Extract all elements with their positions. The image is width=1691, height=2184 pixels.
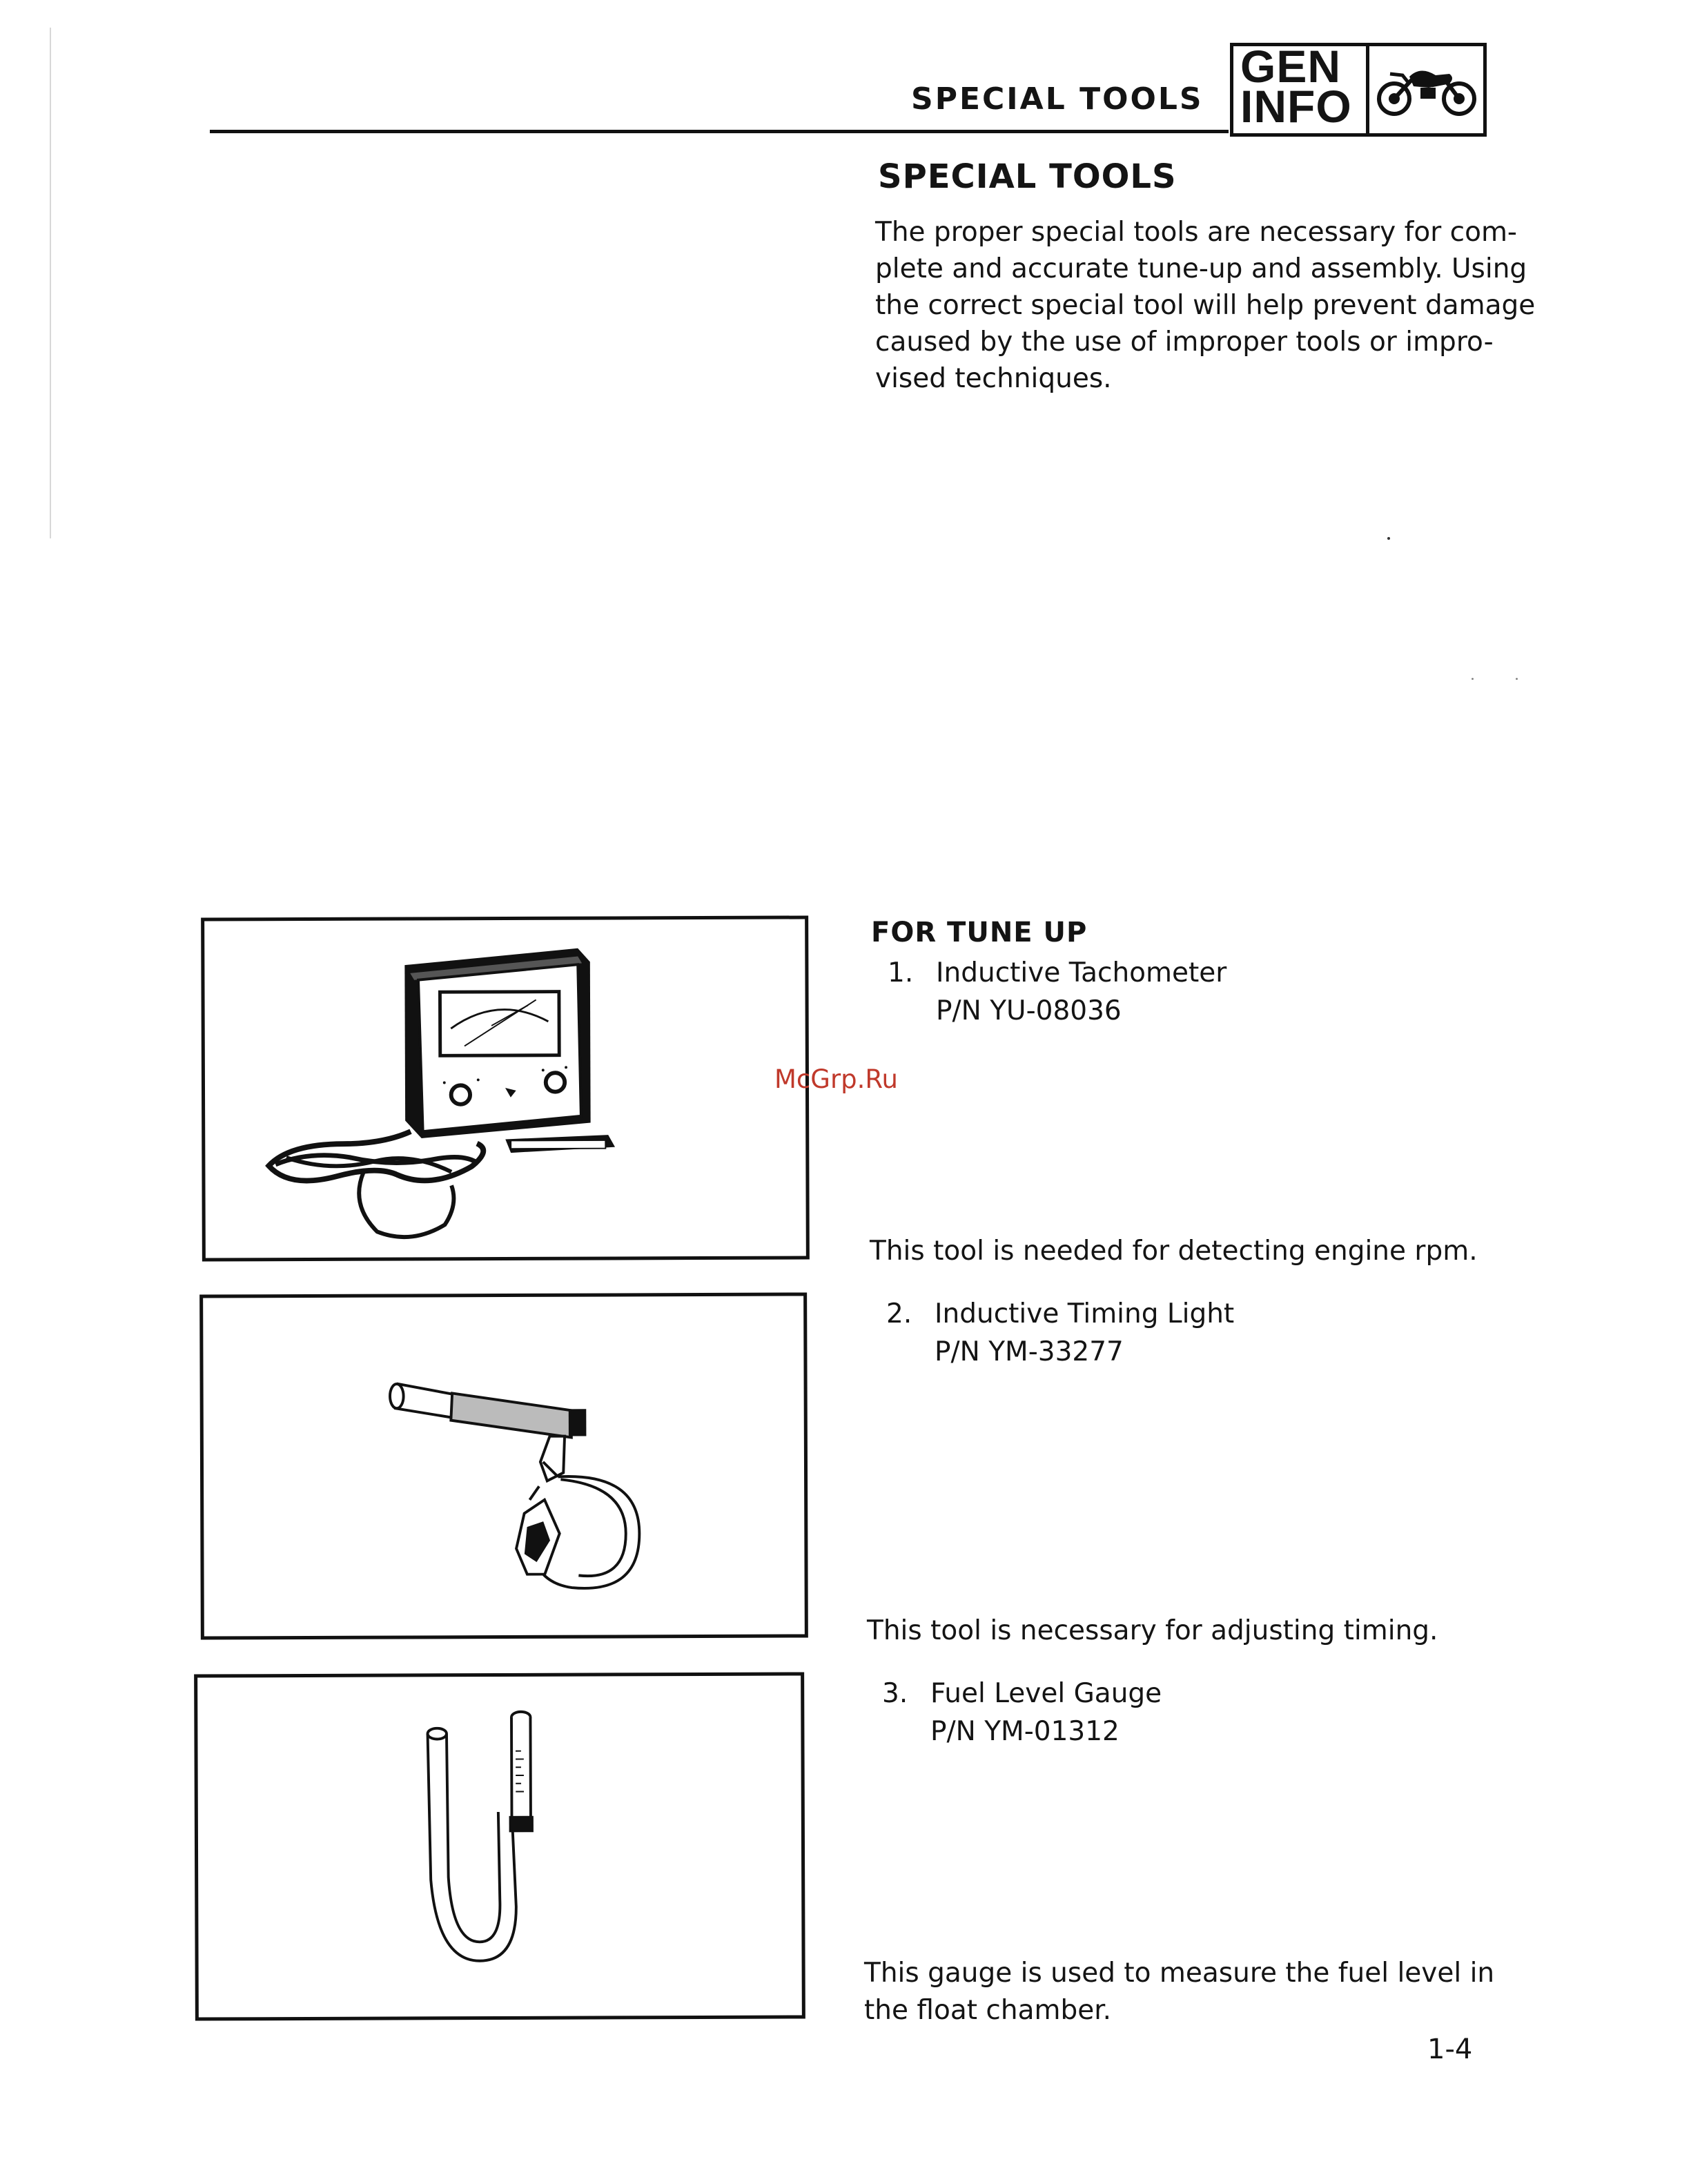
section-title: SPECIAL TOOLS — [878, 157, 1177, 196]
gen-info-badge — [1230, 43, 1487, 137]
tool-part-number: P/N YU-08036 — [936, 995, 1122, 1026]
fuel-gauge-figure — [194, 1672, 805, 2020]
timing-light-figure — [199, 1292, 808, 1639]
intro-line: vised techniques. — [875, 363, 1112, 394]
tool-description-1: This tool is needed for detecting engine rpm. — [870, 1236, 1478, 1267]
badge-line-info: INFO — [1240, 81, 1352, 132]
tool-name: Fuel Level Gauge — [930, 1678, 1162, 1709]
scan-speck — [1472, 678, 1474, 680]
header-title: SPECIAL TOOLS — [911, 81, 1204, 117]
badge-text — [1240, 41, 1363, 133]
tool-description-2: This tool is necessary for adjusting timing. — [867, 1615, 1438, 1646]
tool-part-number: P/N YM-01312 — [930, 1716, 1120, 1747]
tool-part-number: P/N YM-33277 — [935, 1336, 1124, 1367]
timing-light-illustration — [203, 1296, 805, 1636]
badge-divider — [1366, 46, 1369, 133]
intro-line: the correct special tool will help prevent damage — [875, 290, 1536, 321]
page-number: 1-4 — [1427, 2034, 1473, 2065]
page-spine-shadow — [50, 28, 51, 538]
fuel-level-gauge-illustration — [197, 1675, 802, 2017]
tool-description-3 — [864, 1955, 1495, 2029]
intro-line: The proper special tools are necessary for com- — [875, 217, 1518, 248]
description-line: the float chamber. — [864, 1995, 1112, 2026]
badge-line-gen: GEN — [1240, 41, 1342, 92]
tool-item-1 — [888, 954, 1226, 1030]
tachometer-illustration — [204, 919, 806, 1258]
tachometer-figure — [201, 915, 810, 1261]
description-line: This gauge is used to measure the fuel level in — [864, 1958, 1495, 1989]
tool-name: Inductive Tachometer — [936, 957, 1227, 988]
tool-item-3 — [882, 1675, 1162, 1751]
intro-paragraph — [875, 214, 1536, 397]
tool-number: 3. — [882, 1678, 908, 1709]
intro-line: caused by the use of improper tools or impro- — [875, 326, 1494, 358]
scan-speck — [1516, 678, 1518, 680]
motorcycle-icon — [1375, 61, 1478, 119]
scan-speck — [1387, 537, 1390, 540]
header-rule — [210, 130, 1229, 133]
tool-item-2 — [886, 1295, 1234, 1371]
watermark: McGrp.Ru — [774, 1064, 898, 1094]
intro-line: plete and accurate tune-up and assembly. Using — [875, 253, 1527, 284]
tool-name: Inductive Timing Light — [935, 1298, 1235, 1329]
tune-up-heading: FOR TUNE UP — [871, 917, 1088, 948]
tool-number: 1. — [888, 957, 914, 988]
tool-number: 2. — [886, 1298, 912, 1329]
